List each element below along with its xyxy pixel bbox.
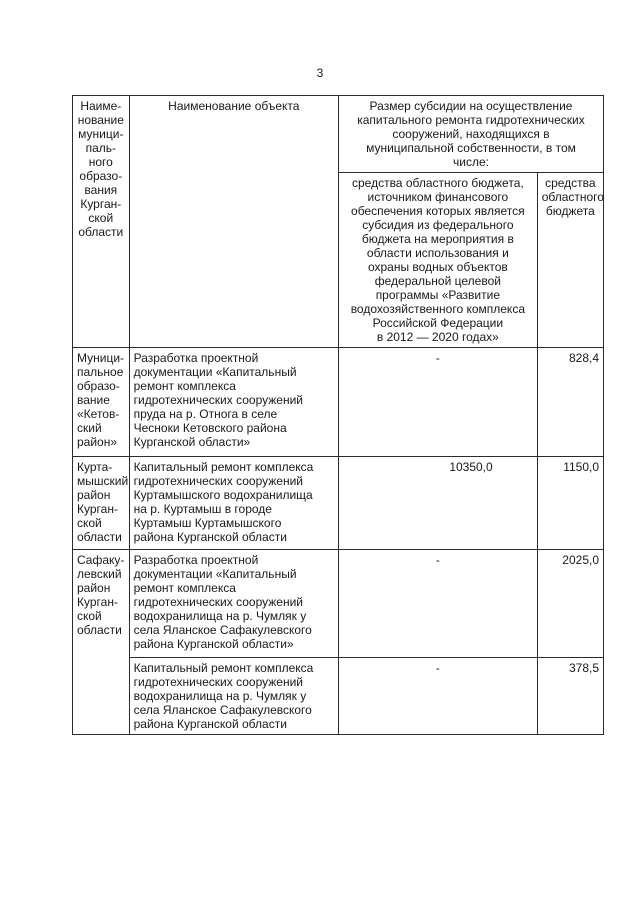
object-cell: Капитальный ремонт комплекса гидротехнических сооружений Куртамышского водохранилища на р. Куртамыш в городе Куртамыш Куртамышского района Курганской области [129, 457, 338, 550]
municipality-cell [73, 658, 130, 735]
table-row [73, 658, 604, 735]
table-row [73, 348, 604, 457]
federal-value-cell: - [339, 348, 538, 457]
municipality-cell: Курта- мышский район Курган- ской области [73, 457, 130, 550]
regional-value-cell: 378,5 [537, 658, 603, 735]
object-cell: Капитальный ремонт комплекса гидротехнических сооружений водохранилища на р. Чумляк у села Яланское Сафакулевского района Курганской области [129, 658, 338, 735]
header-subsidy-group: Размер субсидии на осуществление капитального ремонта гидротехнических сооружений, находящихся в муниципальной собственности, в том числе: [339, 96, 604, 173]
header-regional-budget: средства областного бюджета [537, 173, 603, 348]
federal-value-cell: - [339, 550, 538, 658]
object-cell: Разработка проектной документации «Капитальный ремонт комплекса гидротехнических сооружений водохранилища на р. Чумляк у села Яланское Сафакулевского района Курганской области» [129, 550, 338, 658]
table-row [73, 457, 604, 550]
regional-value-cell: 1150,0 [537, 457, 603, 550]
header-municipality: Наиме- нование муници- паль- ного образо- вания Курган- ской области [73, 96, 130, 348]
municipality-cell: Сафаку- левский район Курган- ской области [73, 550, 130, 658]
object-cell: Разработка проектной документации «Капитальный ремонт комплекса гидротехнических сооружений пруда на р. Отнога в селе Чесноки Кетовского района Курганской области» [129, 348, 338, 457]
federal-value-cell: 10350,0 [339, 457, 538, 550]
table-row [73, 550, 604, 658]
header-federal-source: средства областного бюджета, источником финансового обеспечения которых является субсидия из федерального бюджета на мероприятия в области использования и охраны водных объектов федеральной целевой программы «Развитие водохозяйственного комплекса Российской Федерации в 2012 — 2020 годах» [339, 173, 538, 348]
subsidy-table [72, 95, 604, 735]
regional-value-cell: 2025,0 [537, 550, 603, 658]
municipality-cell: Муници- пальное образо- вание «Кетов- ский район» [73, 348, 130, 457]
header-row-1 [73, 96, 604, 173]
federal-value-cell: - [339, 658, 538, 735]
page-number: 3 [316, 66, 324, 80]
header-object: Наименование объекта [129, 96, 338, 348]
regional-value-cell: 828,4 [537, 348, 603, 457]
